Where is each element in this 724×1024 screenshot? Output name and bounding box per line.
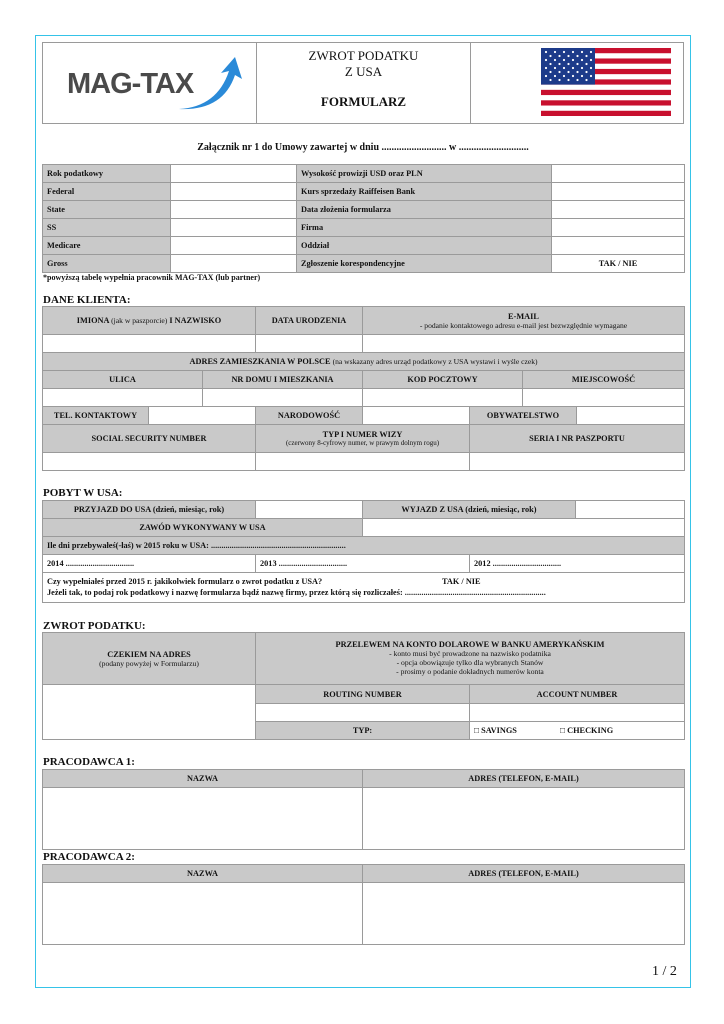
- field-employer1-adres[interactable]: [363, 788, 685, 850]
- field-rok-podatkowy[interactable]: [171, 165, 297, 183]
- field-state[interactable]: [171, 201, 297, 219]
- title-form: FORMULARZ: [320, 94, 407, 109]
- question-previous-form: Czy wypełniałeś przed 2015 r. jakikolwiek formularz o zwrot podatku z USA?: [47, 576, 323, 586]
- field-2014[interactable]: 2014 .................................: [43, 555, 256, 573]
- label-employer1-nazwa: NAZWA: [43, 770, 363, 788]
- label-data-zlozenia: Data złożenia formularza: [297, 201, 552, 219]
- label-kurs: Kurs sprzedaży Raiffeisen Bank: [297, 183, 552, 201]
- label-zawod: ZAWÓD WYKONYWANY W USA: [43, 519, 363, 537]
- field-narodowosc[interactable]: [363, 407, 470, 425]
- title-cell: [257, 43, 471, 124]
- label-medicare: Medicare: [43, 237, 171, 255]
- client-table-3: [42, 406, 685, 471]
- question-rok-formularz: Jeżeli tak, to podaj rok podatkowy i nazwę formularza bądź nazwę firmy, przez którą się rozliczałeś: ....................................................................: [47, 587, 546, 597]
- field-imiona-nazwisko[interactable]: [43, 335, 256, 353]
- field-gross[interactable]: [171, 255, 297, 273]
- field-oddzial[interactable]: [552, 237, 685, 255]
- field-firma[interactable]: [552, 219, 685, 237]
- field-ssn[interactable]: [43, 453, 256, 471]
- field-routing[interactable]: [256, 704, 470, 722]
- label-obywatelstwo: OBYWATELSTWO: [470, 407, 577, 425]
- field-2013[interactable]: 2013 .................................: [256, 555, 470, 573]
- label-firma: Firma: [297, 219, 552, 237]
- field-przyjazd[interactable]: [256, 501, 363, 519]
- field-employer2-adres[interactable]: [363, 883, 685, 945]
- checkbox-checking[interactable]: □ CHECKING: [560, 726, 614, 735]
- label-wiza: TYP I NUMER WIZY (czerwony 8-cyfrowy numer, w prawym dolnym rogu): [256, 425, 470, 453]
- page-number: 1 / 2: [652, 964, 677, 979]
- client-table-1: [42, 306, 685, 353]
- field-zawod[interactable]: [363, 519, 685, 537]
- field-kod-pocztowy[interactable]: [363, 389, 523, 407]
- label-ile-dni: Ile dni przebywałeś(-łaś) w 2015 roku w USA: .................................................................: [43, 537, 685, 555]
- field-account[interactable]: [470, 704, 685, 722]
- field-zgloszenie-tak-nie[interactable]: TAK / NIE: [552, 255, 685, 273]
- stay-table: [42, 500, 685, 537]
- label-gross: Gross: [43, 255, 171, 273]
- field-medicare[interactable]: [171, 237, 297, 255]
- label-oddzial: Oddział: [297, 237, 552, 255]
- field-czek[interactable]: [43, 685, 256, 740]
- field-miejscowosc[interactable]: [523, 389, 685, 407]
- label-paszport: SERIA I NR PASZPORTU: [470, 425, 685, 453]
- label-wyjazd: WYJAZD Z USA (dzień, miesiąc, rok): [363, 501, 576, 519]
- previous-form-question: [43, 573, 685, 603]
- header-table: [42, 42, 684, 124]
- field-obywatelstwo[interactable]: [577, 407, 685, 425]
- logo-text: MAG-TAX: [67, 68, 194, 100]
- field-prowizja[interactable]: [552, 165, 685, 183]
- label-rok-podatkowy: Rok podatkowy: [43, 165, 171, 183]
- employer1-table: [42, 769, 685, 850]
- label-miejscowosc: MIEJSCOWOŚĆ: [523, 371, 685, 389]
- heading-pracodawca-2: PRACODAWCA 2:: [43, 851, 135, 863]
- account-type-options: [470, 722, 685, 740]
- label-account: ACCOUNT NUMBER: [470, 685, 685, 704]
- answer-tak-nie[interactable]: TAK / NIE: [442, 576, 481, 586]
- field-wiza[interactable]: [256, 453, 470, 471]
- us-flag-icon: [541, 48, 671, 116]
- label-przyjazd: PRZYJAZD DO USA (dzień, miesiąc, rok): [43, 501, 256, 519]
- refund-table: [42, 632, 685, 740]
- label-data-urodzenia: DATA URODZENIA: [256, 307, 363, 335]
- label-federal: Federal: [43, 183, 171, 201]
- label-kod-pocztowy: KOD POCZTOWY: [363, 371, 523, 389]
- field-employer1-nazwa[interactable]: [43, 788, 363, 850]
- flag-cell: [471, 43, 684, 124]
- field-data-zlozenia[interactable]: [552, 201, 685, 219]
- label-czek: CZEKIEM NA ADRES (podany powyżej w Formularzu): [43, 633, 256, 685]
- label-state: State: [43, 201, 171, 219]
- heading-pracodawca-1: PRACODAWCA 1:: [43, 756, 135, 768]
- heading-dane-klienta: DANE KLIENTA:: [43, 294, 131, 306]
- field-employer2-nazwa[interactable]: [43, 883, 363, 945]
- label-imiona-nazwisko: [43, 307, 256, 335]
- field-federal[interactable]: [171, 183, 297, 201]
- field-2012[interactable]: 2012 .................................: [470, 555, 685, 573]
- field-tel[interactable]: [149, 407, 256, 425]
- stay-table-2: [42, 536, 685, 603]
- label-ssn: SOCIAL SECURITY NUMBER: [43, 425, 256, 453]
- label-employer2-nazwa: NAZWA: [43, 865, 363, 883]
- label-ss: SS: [43, 219, 171, 237]
- label-narodowosc: NARODOWOŚĆ: [256, 407, 363, 425]
- label-adres-zamieszkania: ADRES ZAMIESZKANIA W POLSCE (na wskazany adres urząd podatkowy z USA wystawi i wyśle czek): [43, 353, 685, 371]
- label-tel: TEL. KONTAKTOWY: [43, 407, 149, 425]
- field-paszport[interactable]: [470, 453, 685, 471]
- logo-cell: [43, 43, 257, 124]
- internal-table: [42, 164, 685, 273]
- label-nr-domu: NR DOMU I MIESZKANIA: [203, 371, 363, 389]
- heading-zwrot: ZWROT PODATKU:: [43, 620, 146, 632]
- label-email: E-MAIL - podanie kontaktowego adresu e-mail jest bezwzględnie wymagane: [363, 307, 685, 335]
- title-line1: ZWROT PODATKU: [308, 48, 419, 63]
- field-email[interactable]: [363, 335, 685, 353]
- label-ulica: ULICA: [43, 371, 203, 389]
- nazwisko-bold: I NAZWISKO: [169, 316, 222, 325]
- employer2-table: [42, 864, 685, 945]
- label-prowizja: Wysokość prowizji USD oraz PLN: [297, 165, 552, 183]
- label-employer2-adres: ADRES (TELEFON, E-MAIL): [363, 865, 685, 883]
- imiona-note: (jak w paszporcie): [111, 316, 168, 325]
- field-ss[interactable]: [171, 219, 297, 237]
- title-line2: Z USA: [344, 64, 383, 79]
- heading-pobyt: POBYT W USA:: [43, 487, 123, 499]
- label-zgloszenie: Zgłoszenie korespondencyjne: [297, 255, 552, 273]
- label-employer1-adres: ADRES (TELEFON, E-MAIL): [363, 770, 685, 788]
- client-table-2: [42, 352, 685, 407]
- label-routing: ROUTING NUMBER: [256, 685, 470, 704]
- field-ulica[interactable]: [43, 389, 203, 407]
- field-kurs[interactable]: [552, 183, 685, 201]
- field-nr-domu[interactable]: [203, 389, 363, 407]
- label-typ: TYP:: [256, 722, 470, 740]
- field-data-urodzenia[interactable]: [256, 335, 363, 353]
- mag-tax-logo: [57, 49, 257, 119]
- label-przelew: PRZELEWEM NA KONTO DOLAROWE W BANKU AMERYKAŃSKIM - konto musi być prowadzone na nazwisko podatnika - opcja obowiązuje tylko dla wybranych Stanów - prosimy o podanie dokładnych numerów konta: [256, 633, 685, 685]
- table-note: *powyższą tabelę wypełnia pracownik MAG-TAX (lub partner): [43, 273, 261, 282]
- imiona-bold: IMIONA: [76, 316, 110, 325]
- checkbox-savings[interactable]: □ SAVINGS: [474, 726, 517, 735]
- annex-line: Załącznik nr 1 do Umowy zawartej w dniu .......................... w ............................: [197, 142, 529, 153]
- field-wyjazd[interactable]: [576, 501, 685, 519]
